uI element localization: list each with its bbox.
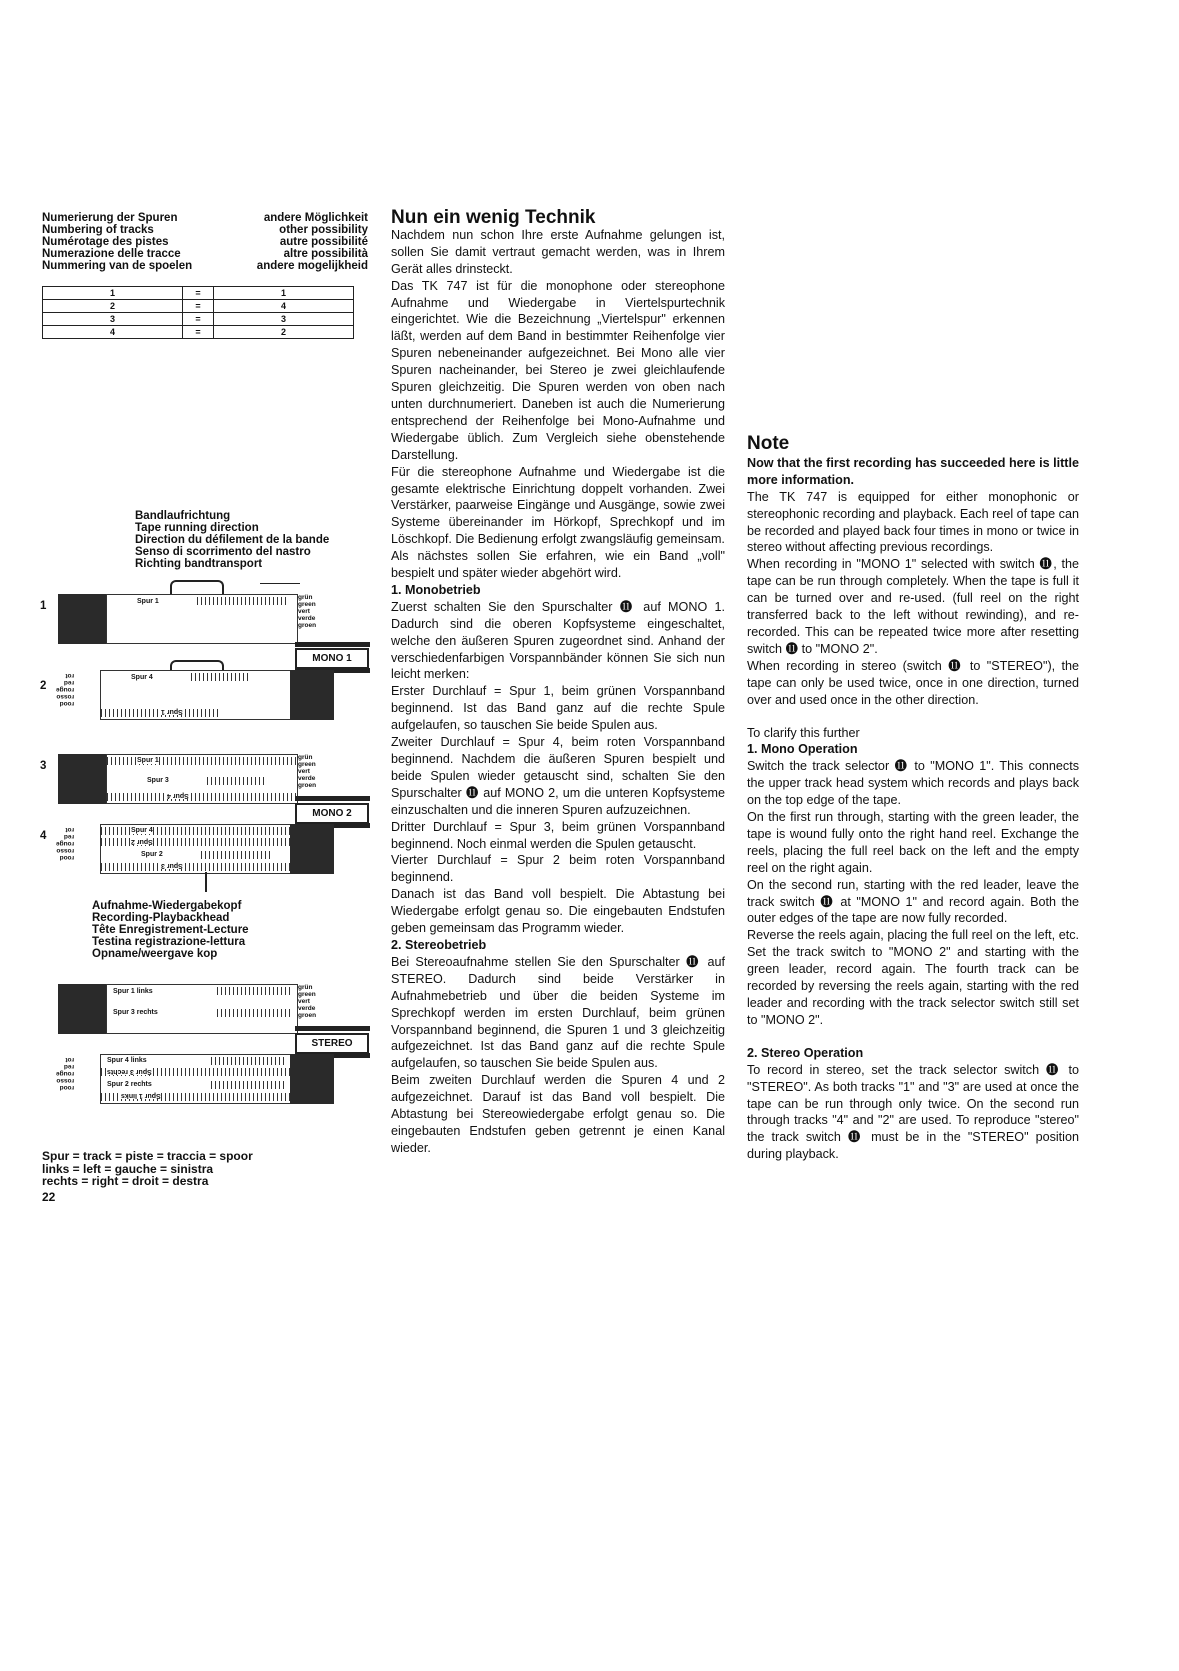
mode-stereo-label: STEREO	[295, 1033, 369, 1054]
head-stem	[205, 872, 207, 892]
english-column	[747, 433, 1079, 1163]
table-cell: 1	[214, 287, 354, 300]
left-reel-full	[58, 984, 106, 1034]
leader-label: verde	[298, 775, 316, 782]
other-possibility-labels	[220, 212, 368, 272]
diagram-number: 4	[40, 830, 47, 842]
leader-label: grün	[298, 984, 313, 991]
tape-diagram-1	[40, 580, 380, 650]
leader-color-labels	[298, 984, 316, 1019]
table-cell: =	[183, 287, 214, 300]
german-paragraph: Vierter Durchlauf = Spur 2 beim roten Vorspannband beginnend.	[391, 853, 725, 885]
german-paragraph: Beim zweiten Durchlauf werden die Spuren 4 und 2 aufgezeichnet. Darauf ist das Band voll bespielt. Die Abtastung bei Stereowiedergabe erfolgt genau so. Die eingebauten Endstufen geben getrennt je einen Kanal wieder.	[391, 1073, 725, 1155]
diagram-number: 3	[40, 760, 47, 772]
leader-label: rot	[65, 1056, 75, 1063]
track-label: Spur 3 rechts	[113, 1009, 158, 1016]
table-row	[43, 326, 354, 339]
left-reel-full	[58, 594, 106, 644]
english-paragraph: Reverse the reels again, placing the full reel on the left, etc. Set the track switch to "MONO 2" and starting with the green leader, record again. The fourth track can be recorded by reversing the reels again, starting with the red leader and recording with the track selector switch still set to "MONO 2".	[747, 928, 1079, 1027]
leader-label: groen	[298, 622, 317, 629]
leader-label: rot	[65, 826, 75, 833]
table-cell: 4	[214, 300, 354, 313]
tape-strip	[106, 754, 298, 804]
mode-bar	[295, 642, 370, 647]
recorded-track	[101, 827, 291, 835]
leader-color-labels	[298, 754, 316, 789]
recorded-track	[191, 673, 251, 681]
tape-strip	[106, 984, 298, 1034]
german-paragraph: Danach ist das Band voll bespielt. Die Abtastung bei Wiedergabe erfolgt genau so. Die eingebauten Endstufen geben gemeinsam das Programm wieder.	[391, 887, 725, 936]
numbering-labels	[42, 212, 222, 272]
mode-bar	[295, 1026, 370, 1031]
tape-strip	[100, 1054, 292, 1104]
leader-label: vert	[298, 768, 310, 775]
german-heading-stereo: 2. Stereobetrieb	[391, 937, 487, 952]
red-leader-labels	[56, 672, 74, 707]
recorded-track	[201, 851, 271, 859]
leader-label: rood	[59, 700, 75, 707]
table-cell: =	[183, 313, 214, 326]
english-heading-mono: 1. Mono Operation	[747, 742, 858, 757]
track-label-inverted: Spur 1	[161, 708, 183, 715]
english-paragraph: On the second run, starting with the red leader, leave the track switch ⓫ at "MONO 1" and record again. Both the outer edges of the tape are now fully recorded.	[747, 877, 1079, 926]
tape-diagram-4	[40, 820, 380, 890]
table-cell: 3	[214, 313, 354, 326]
other-label-fr: autre possibilité	[279, 236, 368, 248]
track-label-inverted: Spur 3 rechts	[107, 1068, 152, 1075]
other-label-en: other possibility	[279, 224, 368, 236]
track-label: Spur 1	[137, 757, 159, 764]
direction-arrow-icon	[260, 583, 300, 584]
leader-label: rouge	[56, 686, 75, 693]
red-leader-labels	[56, 826, 74, 861]
english-title: Note	[747, 433, 790, 454]
recorded-track	[107, 793, 297, 801]
leader-label: green	[298, 761, 316, 768]
leader-label: rosso	[56, 847, 75, 854]
recorded-track	[217, 1009, 292, 1017]
leader-color-labels	[298, 594, 316, 629]
german-paragraph: Bei Stereoaufnahme stellen Sie den Spurschalter ⓫ auf STEREO. Dadurch sind beide Verstärker in Aufnahmebetrieb und über die beiden Systeme im Sprechkopf werden im ersten Durchlauf, beim grünen Vorspannband beginnend, die Spuren 1 und 3 gleichzeitig aufgezeichnet. Ist das Band ganz auf die rechte Spule aufgelaufen, so tauschen Sie beide Spulen aus.	[391, 954, 725, 1071]
german-paragraph: Das TK 747 ist für die monophone oder stereophone Aufnahme und Wiedergabe in Viertelspurtechnik eingerichtet. Wie die Bezeichnung „Viertelspur" erkennen läßt, werden auf dem Band in bestimmter Reihenfolge vier Spuren nebeneinander aufgezeichnet. Bei Mono alle vier Spuren nacheinander, bei Stereo je zwei gleichlaufende Spuren gleichzeitig. Die Spuren werden von oben nach unten durchnumeriert. Daneben ist auch die Numerierung entsprechend der Reihenfolge bei Mono-Aufnahme und Wiedergabe üblich. Zum Vergleich siehe obenstehende Darstellung.	[391, 278, 725, 462]
german-title: Nun ein wenig Technik	[391, 207, 596, 228]
head-labels	[92, 900, 332, 960]
track-label-inverted: Spur 4	[167, 792, 189, 799]
track-label: Spur 1 links	[113, 988, 153, 995]
leader-label: green	[298, 991, 316, 998]
leader-label: red	[63, 833, 75, 840]
german-paragraph: Für die stereophone Aufnahme und Wiedergabe ist die gesamte elektrische Einrichtung doppelt vorhanden. Zwei Verstärker, paarweise Eingänge und Ausgänge, sowie zwei Systeme übereinander im Hörkopf, Sprechkopf und im Löschkopf. Die Bedienung erfolgt zwangsläufig gemeinsam.	[391, 464, 725, 547]
page-number: 22	[42, 1190, 56, 1204]
other-label-nl: andere mogelijkheid	[256, 260, 368, 272]
track-label: Spur 3	[147, 777, 169, 784]
leader-label: groen	[298, 1012, 317, 1019]
numbering-label-it: Numerazione delle tracce	[42, 248, 181, 260]
english-paragraph: To clarify this further	[747, 725, 860, 740]
track-label: Spur 1	[137, 598, 159, 605]
recorded-track	[107, 757, 297, 765]
head-label-en: Recording-Playbackhead	[92, 912, 230, 924]
glossary-left: links = left = gauche = sinistra	[42, 1161, 214, 1176]
head-label-it: Testina registrazione-lettura	[92, 936, 246, 948]
track-label-inverted: Spur 2	[131, 838, 153, 845]
table-cell: 1	[43, 287, 183, 300]
leader-label: rosso	[56, 693, 75, 700]
other-label-de: andere Möglichkeit	[263, 212, 368, 224]
english-paragraph: Switch the track selector ⓫ to "MONO 1". This connects the upper track head system which records and plays back on the top edge of the tape.	[747, 759, 1079, 808]
recorded-track	[207, 777, 267, 785]
tape-strip	[100, 670, 292, 720]
head-label-de: Aufnahme-Wiedergabekopf	[92, 900, 242, 912]
recorded-track	[217, 987, 292, 995]
diagram-number: 2	[40, 680, 47, 692]
recorded-track	[101, 838, 291, 846]
leader-label: rouge	[56, 1070, 75, 1077]
leader-label: grün	[298, 754, 313, 761]
leader-label: rosso	[56, 1077, 75, 1084]
track-numbering-table	[42, 286, 354, 339]
english-paragraph: When recording in "MONO 1" selected with switch ⓫, the tape can be run through completely. When the tape is full it can be turned over and re-used. (full reel on the right transferred back to the left without rewinding), and re-recorded. This can be repeated twice more after resetting switch ⓫ to "MONO 2".	[747, 557, 1079, 656]
english-paragraph: The TK 747 is equipped for either monophonic or stereophonic recording and playback. Each reel of tape can be recorded and played back four times in mono or twice in stereo without affecting previous recordings.	[747, 489, 1079, 555]
table-cell: 2	[214, 326, 354, 339]
mode-mono2-label: MONO 2	[295, 803, 369, 824]
german-heading-mono: 1. Monobetrieb	[391, 582, 481, 597]
track-label: Spur 4	[131, 674, 153, 681]
table-row	[43, 313, 354, 326]
leader-label: rouge	[56, 840, 75, 847]
english-paragraph: On the first run through, starting with the green leader, the tape is wound fully onto the right hand reel. Exchange the reels, placing the full reel back on the left and the empty reel on the right again.	[747, 810, 1079, 875]
german-paragraph: Zweiter Durchlauf = Spur 4, beim roten Vorspannband beginnend. Nachdem die äußeren Spuren bespielt und beide Spulen wieder getauscht sind, schalten Sie den Spurschalter ⓫ auf MONO 2, um die unteren Kopfsysteme einzuschalten und die inneren Spuren aufzuzeichnen.	[391, 735, 725, 817]
numbering-label-en: Numbering of tracks	[42, 224, 154, 236]
track-label-inverted: Spur 1 links	[121, 1092, 161, 1099]
red-leader-labels	[56, 1056, 74, 1091]
recorded-track	[101, 863, 291, 871]
tape-diagram-2	[40, 660, 380, 730]
glossary-right: rechts = right = droit = destra	[42, 1174, 209, 1188]
right-reel-full	[290, 824, 334, 874]
track-label: Spur 4	[131, 827, 153, 834]
mode-bar	[295, 796, 370, 801]
german-paragraph: Als nächstes sollen Sie erfahren, wie ein Band „voll" bespielt und später wieder abgehört wird.	[391, 549, 725, 581]
right-reel-full	[290, 1054, 334, 1104]
recorded-track	[211, 1081, 286, 1089]
tape-strip	[106, 594, 298, 644]
numbering-label-nl: Nummering van de spoelen	[42, 260, 193, 272]
numbering-label-de: Numerierung der Spuren	[42, 212, 178, 224]
german-paragraph: Nachdem nun schon Ihre erste Aufnahme gelungen ist, sollen Sie damit vertraut gemacht werden, was in Ihrem Gerät alles drinsteckt.	[391, 227, 725, 276]
track-label: Spur 2	[141, 851, 163, 858]
glossary	[42, 1150, 342, 1188]
tape-strip	[100, 824, 292, 874]
diagram-number: 1	[40, 600, 47, 612]
leader-label: vert	[298, 608, 310, 615]
direction-labels	[135, 510, 375, 570]
leader-label: red	[63, 679, 75, 686]
left-reel-full	[58, 754, 106, 804]
direction-label-it: Senso di scorrimento del nastro	[135, 546, 311, 558]
leader-label: red	[63, 1063, 75, 1070]
numbering-label-fr: Numérotage des pistes	[42, 236, 169, 248]
english-heading-stereo: 2. Stereo Operation	[747, 1045, 864, 1060]
direction-label-nl: Richting bandtransport	[135, 558, 263, 570]
head-label-fr: Tête Enregistrement-Lecture	[92, 924, 249, 936]
leader-label: verde	[298, 615, 316, 622]
table-row	[43, 287, 354, 300]
english-paragraph: When recording in stereo (switch ⓫ to "STEREO"), the tape can only be used twice, once in one direction, turned over and used once in the other direction.	[747, 658, 1079, 707]
leader-label: green	[298, 601, 316, 608]
right-reel-full	[290, 670, 334, 720]
direction-label-en: Tape running direction	[135, 522, 259, 534]
table-cell: =	[183, 300, 214, 313]
german-column	[391, 207, 725, 1157]
leader-label: groen	[298, 782, 317, 789]
direction-label-fr: Direction du défilement de la bande	[135, 534, 330, 546]
english-paragraph: To record in stereo, set the track selector switch ⓫ to "STEREO". As both tracks "1" and "3" are used at once the tape can be run through only twice. On the second run through tracks "4" and "2" are used. To reproduce "stereo" the track switch ⓫ must be in the "STEREO" position during playback.	[747, 1062, 1079, 1162]
stereo-diagram-2	[40, 1050, 380, 1120]
leader-label: verde	[298, 1005, 316, 1012]
track-label-inverted: Spur 3	[161, 862, 183, 869]
table-row	[43, 300, 354, 313]
german-paragraph: Zuerst schalten Sie den Spurschalter ⓫ auf MONO 1. Dadurch sind die oberen Kopfsysteme eingeschaltet, welche den äußeren Spuren zugeordnet sind. Anhand der verschiedenfarbigen Vorspannbänder können Sie sich nun leicht merken:	[391, 599, 725, 682]
track-label: Spur 4 links	[107, 1057, 147, 1064]
track-label: Spur 2 rechts	[107, 1081, 152, 1088]
mode-mono1-label: MONO 1	[295, 648, 369, 669]
glossary-track: Spur = track = piste = traccia = spoor	[42, 1149, 253, 1163]
leader-label: grün	[298, 594, 313, 601]
table-cell: 4	[43, 326, 183, 339]
table-cell: 3	[43, 313, 183, 326]
table-cell: 2	[43, 300, 183, 313]
recorded-track	[197, 597, 287, 605]
leader-label: vert	[298, 998, 310, 1005]
leader-label: rood	[59, 1084, 75, 1091]
other-label-it: altre possibilità	[283, 248, 368, 260]
english-paragraph: Now that the first recording has succeeded here is little more information.	[747, 455, 1079, 487]
direction-label-de: Bandlaufrichtung	[135, 510, 231, 522]
recorded-track	[211, 1057, 286, 1065]
german-paragraph: Erster Durchlauf = Spur 1, beim grünen Vorspannband beginnend. Ist das Band ganz auf die rechte Spule aufgelaufen, so tauschen Sie beide Spulen aus.	[391, 684, 725, 733]
head-label-nl: Opname/weergave kop	[92, 948, 218, 960]
table-cell: =	[183, 326, 214, 339]
german-paragraph: Dritter Durchlauf = Spur 3, beim grünen Vorspannband beginnend. Noch einmal werden die Spulen getauscht.	[391, 819, 725, 851]
leader-label: rot	[65, 672, 75, 679]
leader-label: rood	[59, 854, 75, 861]
